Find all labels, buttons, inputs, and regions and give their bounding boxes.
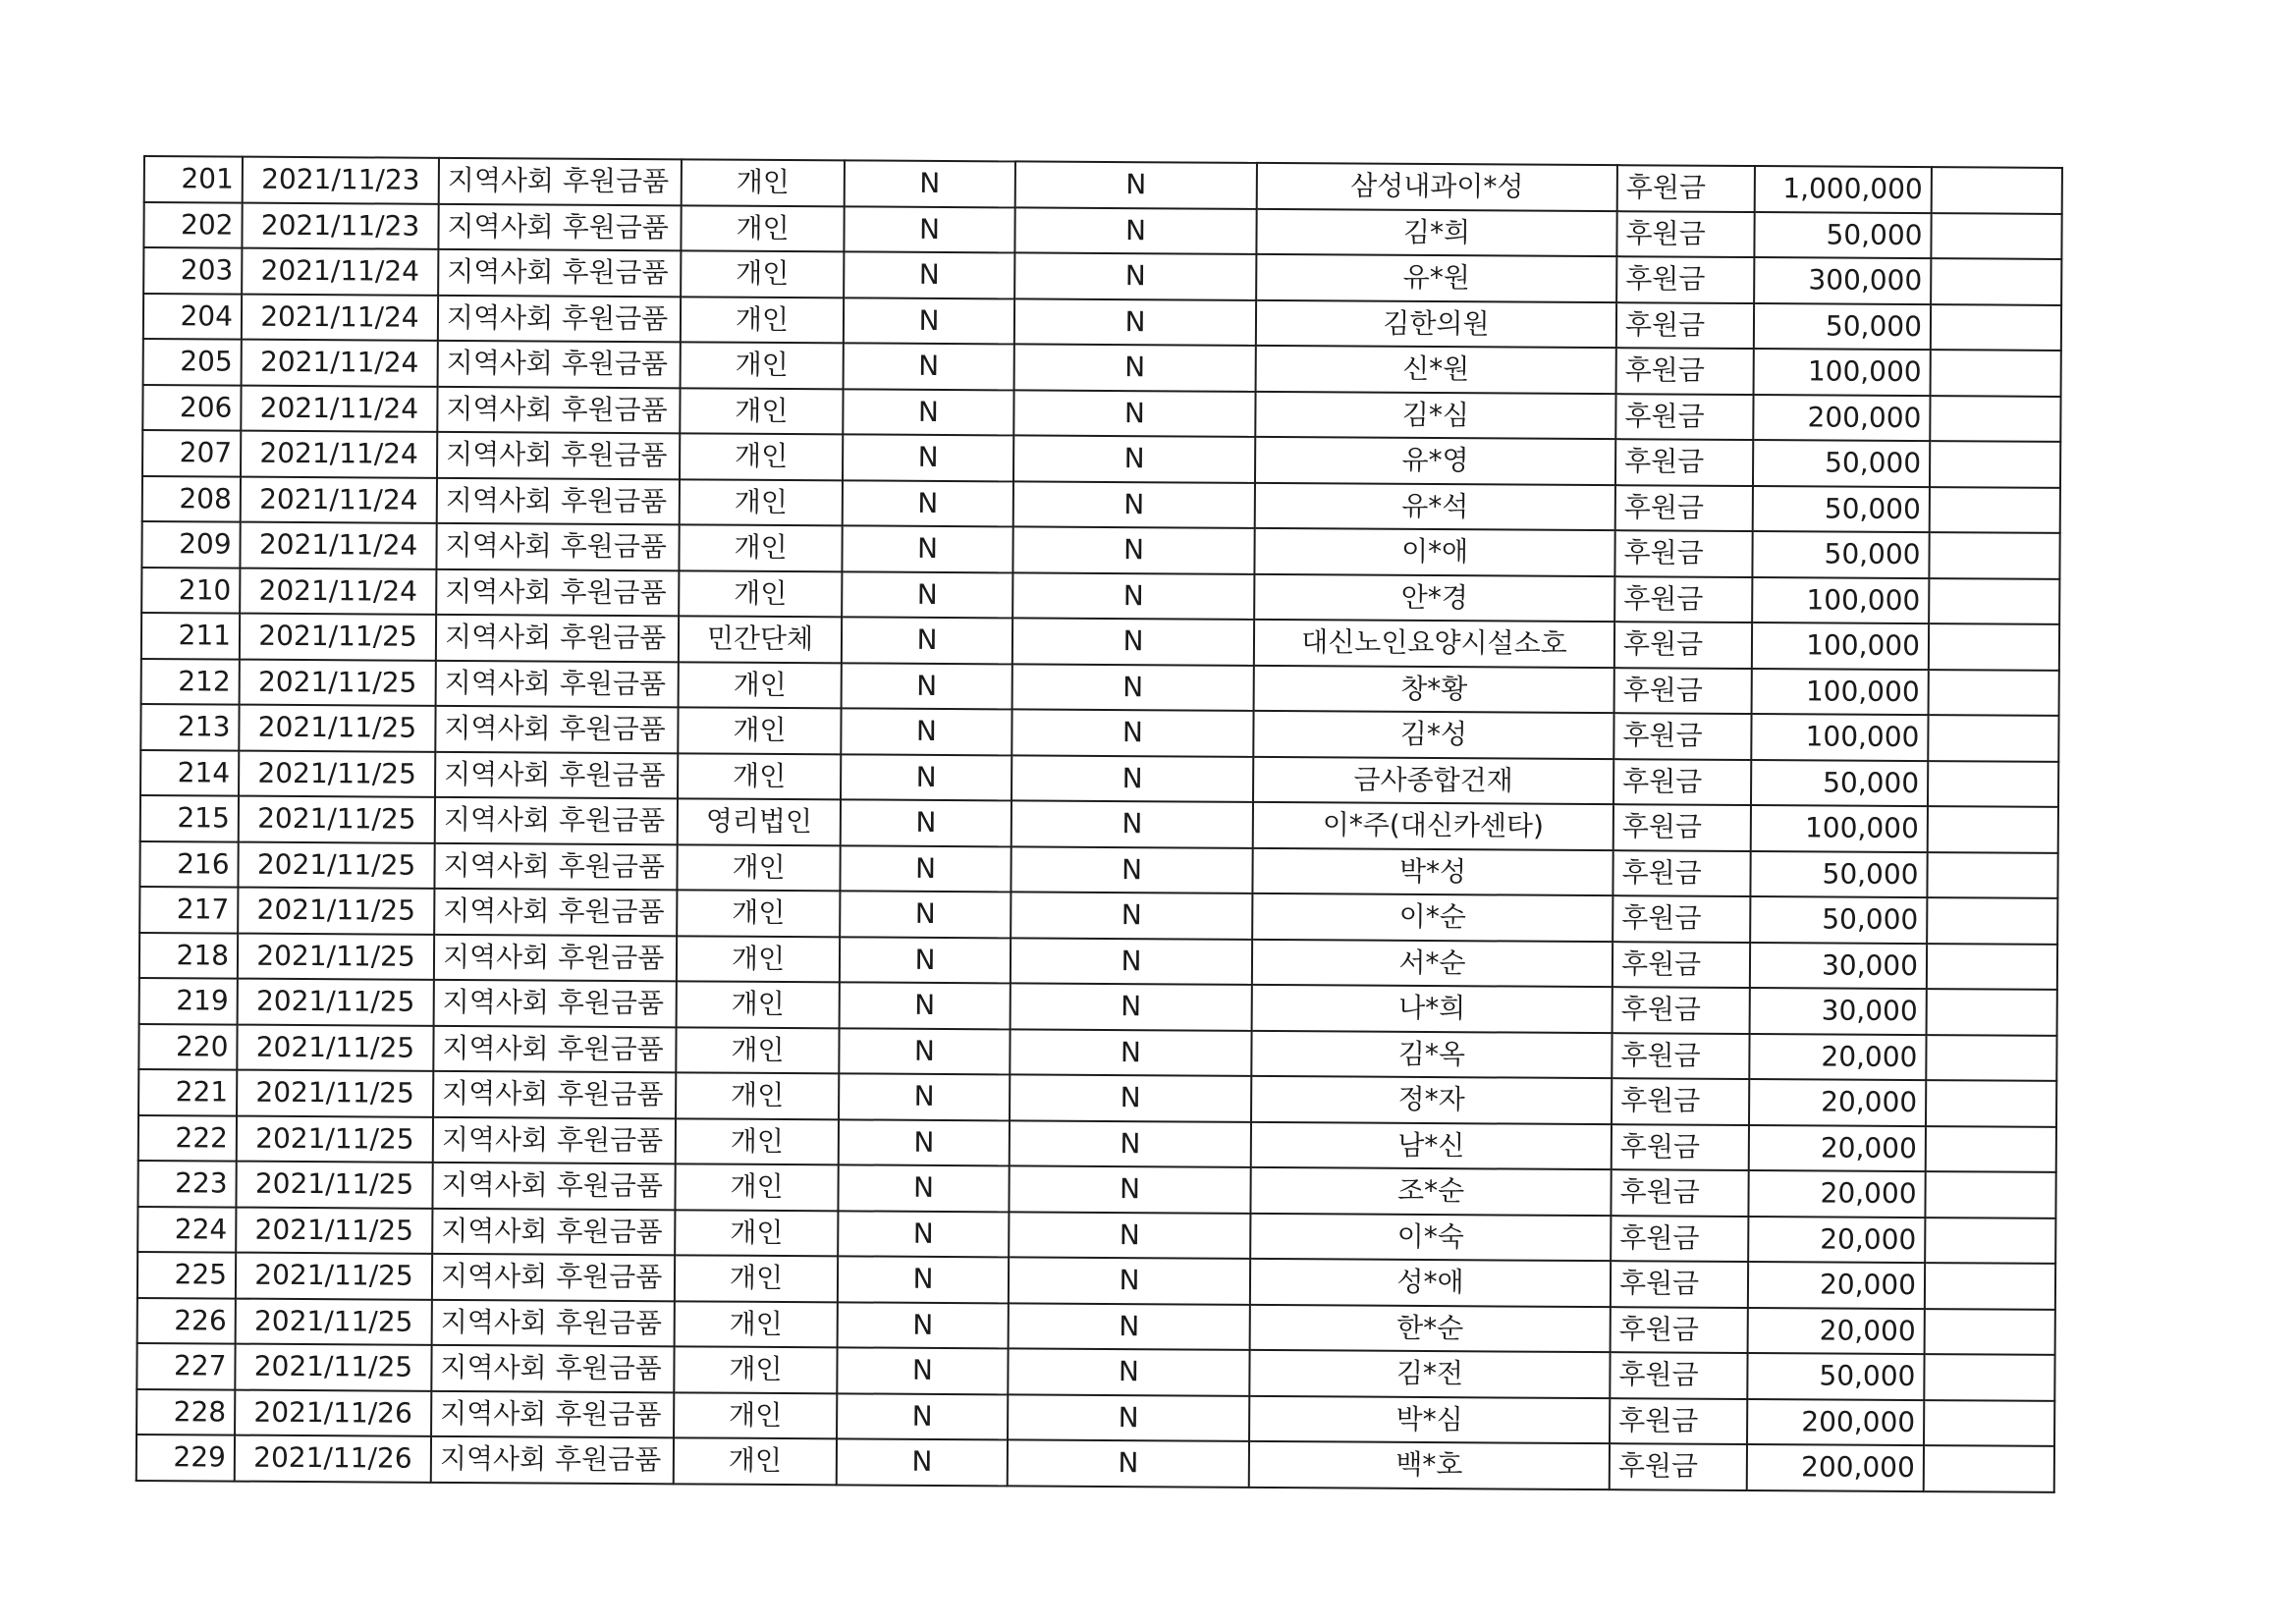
- donation-category: 지역사회 후원금품: [437, 432, 680, 479]
- donation-category: 지역사회 후원금품: [435, 706, 678, 753]
- donation-kind: 후원금: [1614, 576, 1752, 623]
- row-number: 215: [140, 795, 239, 841]
- donation-category: 지역사회 후원금품: [435, 751, 678, 798]
- donation-table: [136, 155, 2063, 1492]
- donor-type: 개인: [677, 936, 840, 983]
- row-number: 225: [137, 1252, 236, 1298]
- donor-name: 박*성: [1252, 847, 1613, 895]
- donation-amount: 50,000: [1754, 303, 1931, 351]
- donation-date: 2021/11/25: [238, 933, 434, 980]
- donation-amount: 20,000: [1749, 1079, 1926, 1126]
- donor-type: 개인: [675, 1301, 838, 1348]
- flag-1: N: [841, 754, 1011, 801]
- donation-amount: 50,000: [1747, 1353, 1924, 1400]
- note-cell: [1925, 1218, 2055, 1264]
- donor-type: 개인: [677, 981, 840, 1028]
- flag-2: N: [1014, 207, 1256, 254]
- donor-name: 김*성: [1253, 711, 1613, 759]
- donor-name: 유*영: [1255, 437, 1615, 485]
- donor-name: 이*순: [1252, 893, 1613, 942]
- donation-amount: 100,000: [1752, 577, 1929, 624]
- donor-name: 창*황: [1254, 665, 1614, 713]
- donor-type: 개인: [679, 662, 842, 709]
- donor-type: 개인: [681, 342, 844, 389]
- donor-name: 유*원: [1256, 254, 1616, 302]
- flag-2: N: [1012, 572, 1254, 620]
- flag-2: N: [1008, 1394, 1249, 1441]
- donor-name: 백*호: [1249, 1441, 1610, 1489]
- donation-category: 지역사회 후원금품: [436, 615, 679, 662]
- row-number: 201: [144, 156, 243, 202]
- flag-2: N: [1008, 1348, 1249, 1395]
- donation-date: 2021/11/25: [238, 841, 434, 889]
- note-cell: [1927, 944, 2057, 990]
- donation-date: 2021/11/25: [237, 1024, 433, 1071]
- row-number: 224: [137, 1206, 236, 1252]
- flag-1: N: [844, 343, 1014, 390]
- donor-name: 나*희: [1252, 985, 1613, 1033]
- donation-category: 지역사회 후원금품: [436, 660, 679, 707]
- donation-category: 지역사회 후원금품: [433, 1116, 676, 1164]
- donor-name: 안*경: [1254, 573, 1614, 622]
- donor-name: 이*숙: [1250, 1213, 1611, 1261]
- donor-type: 개인: [674, 1392, 837, 1439]
- flag-2: N: [1011, 846, 1252, 893]
- donation-amount: 100,000: [1754, 349, 1931, 396]
- flag-2: N: [1014, 252, 1256, 299]
- donation-category: 지역사회 후원금품: [438, 341, 681, 388]
- donor-type: 개인: [678, 753, 841, 800]
- flag-2: N: [1011, 892, 1252, 939]
- donation-date: 2021/11/25: [236, 1207, 432, 1254]
- donation-amount: 100,000: [1752, 669, 1929, 716]
- flag-2: N: [1009, 1212, 1250, 1259]
- donation-amount: 20,000: [1748, 1217, 1925, 1264]
- flag-2: N: [1012, 618, 1254, 665]
- note-cell: [1931, 213, 2061, 259]
- donation-category: 지역사회 후원금품: [431, 1345, 674, 1392]
- donation-category: 지역사회 후원금품: [435, 797, 678, 844]
- note-cell: [1926, 1080, 2056, 1126]
- donation-amount: 50,000: [1753, 486, 1930, 533]
- donation-category: 지역사회 후원금품: [432, 1254, 675, 1301]
- donation-kind: 후원금: [1612, 1033, 1749, 1079]
- donation-date: 2021/11/24: [242, 340, 438, 387]
- donation-category: 지역사회 후원금품: [434, 980, 677, 1027]
- note-cell: [1924, 1400, 2054, 1446]
- note-cell: [1924, 1445, 2054, 1491]
- donation-kind: 후원금: [1613, 942, 1750, 988]
- donation-kind: 후원금: [1610, 1352, 1747, 1398]
- note-cell: [1925, 1171, 2055, 1218]
- donation-amount: 1,000,000: [1755, 166, 1932, 213]
- donation-date: 2021/11/25: [237, 1115, 433, 1163]
- row-number: 222: [138, 1114, 237, 1161]
- row-number: 208: [142, 476, 241, 522]
- note-cell: [1929, 623, 2059, 670]
- donation-amount: 20,000: [1748, 1308, 1925, 1355]
- donor-name: 성*애: [1250, 1259, 1611, 1307]
- flag-1: N: [842, 571, 1012, 619]
- flag-1: N: [840, 937, 1011, 984]
- donor-type: 개인: [675, 1164, 838, 1211]
- donor-type: 개인: [679, 570, 842, 618]
- flag-2: N: [1009, 1303, 1250, 1350]
- flag-1: N: [844, 251, 1014, 298]
- flag-2: N: [1011, 755, 1253, 802]
- donor-name: 김*희: [1256, 208, 1616, 256]
- note-cell: [1929, 670, 2059, 716]
- donation-amount: 50,000: [1751, 760, 1928, 807]
- flag-2: N: [1013, 390, 1255, 437]
- donation-date: 2021/11/25: [240, 614, 436, 661]
- donation-kind: 후원금: [1612, 1078, 1749, 1124]
- flag-1: N: [844, 298, 1014, 345]
- donation-kind: 후원금: [1615, 485, 1753, 531]
- donation-amount: 300,000: [1754, 257, 1931, 304]
- flag-2: N: [1009, 1165, 1250, 1213]
- flag-1: N: [845, 160, 1015, 207]
- flag-1: N: [840, 982, 1011, 1029]
- donation-amount: 200,000: [1747, 1399, 1924, 1446]
- donation-amount: 200,000: [1753, 395, 1930, 442]
- donor-type: 개인: [676, 1072, 839, 1119]
- donation-category: 지역사회 후원금품: [434, 889, 677, 936]
- row-number: 203: [143, 247, 242, 294]
- donation-date: 2021/11/25: [235, 1344, 431, 1391]
- row-number: 206: [142, 385, 241, 431]
- donation-date: 2021/11/25: [239, 705, 435, 752]
- flag-2: N: [1010, 1029, 1251, 1076]
- donation-date: 2021/11/24: [241, 476, 437, 523]
- flag-1: N: [839, 1119, 1010, 1166]
- donor-type: 개인: [676, 1027, 839, 1074]
- flag-2: N: [1011, 938, 1252, 985]
- donation-kind: 후원금: [1613, 987, 1750, 1033]
- donation-amount: 50,000: [1754, 212, 1931, 259]
- flag-1: N: [842, 617, 1012, 664]
- note-cell: [1925, 1309, 2055, 1355]
- note-cell: [1927, 897, 2057, 944]
- donation-category: 지역사회 후원금품: [437, 477, 680, 524]
- donor-name: 이*주(대신카센타): [1253, 802, 1613, 850]
- donation-category: 지역사회 후원금품: [439, 158, 682, 205]
- flag-1: N: [840, 845, 1011, 893]
- donation-category: 지역사회 후원금품: [431, 1390, 674, 1437]
- donation-date: 2021/11/25: [239, 750, 435, 797]
- donation-kind: 후원금: [1613, 759, 1751, 805]
- donation-date: 2021/11/26: [235, 1435, 431, 1483]
- row-number: 204: [143, 294, 242, 340]
- donation-category: 지역사회 후원금품: [438, 203, 681, 250]
- donor-name: 김*옥: [1251, 1030, 1612, 1078]
- flag-2: N: [1012, 526, 1254, 573]
- flag-1: N: [841, 708, 1011, 755]
- donation-amount: 20,000: [1749, 1034, 1926, 1081]
- row-number: 219: [139, 978, 238, 1024]
- donor-type: 개인: [674, 1346, 837, 1393]
- donation-date: 2021/11/26: [235, 1389, 431, 1436]
- note-cell: [1930, 441, 2060, 487]
- row-number: 228: [137, 1388, 235, 1435]
- flag-1: N: [843, 389, 1013, 436]
- donation-date: 2021/11/24: [242, 294, 438, 341]
- donor-name: 서*순: [1252, 939, 1613, 987]
- flag-2: N: [1009, 1257, 1250, 1304]
- donor-type: 개인: [675, 1210, 838, 1257]
- donor-type: 개인: [681, 205, 844, 252]
- flag-1: N: [841, 799, 1011, 846]
- donor-type: 개인: [678, 707, 841, 754]
- donor-type: 개인: [681, 250, 844, 298]
- donation-kind: 후원금: [1616, 302, 1754, 349]
- donation-kind: 후원금: [1614, 530, 1752, 576]
- donation-kind: 후원금: [1611, 1307, 1748, 1353]
- donation-category: 지역사회 후원금품: [432, 1208, 675, 1255]
- donation-amount: 50,000: [1750, 896, 1927, 944]
- donation-date: 2021/11/25: [236, 1162, 432, 1209]
- donation-kind: 후원금: [1616, 348, 1754, 394]
- flag-2: N: [1013, 481, 1255, 528]
- note-cell: [1929, 578, 2059, 624]
- row-number: 214: [140, 749, 239, 795]
- donation-date: 2021/11/24: [240, 568, 436, 615]
- donation-kind: 후원금: [1615, 394, 1753, 440]
- row-number: 213: [140, 704, 239, 750]
- donation-date: 2021/11/25: [239, 796, 435, 843]
- note-cell: [1931, 350, 2061, 396]
- donation-category: 지역사회 후원금품: [434, 934, 677, 981]
- donor-type: 개인: [680, 388, 843, 435]
- note-cell: [1931, 304, 2061, 351]
- donation-category: 지역사회 후원금품: [436, 523, 679, 570]
- donation-kind: 후원금: [1615, 439, 1753, 485]
- note-cell: [1925, 1263, 2055, 1309]
- row-number: 207: [142, 430, 241, 476]
- donation-kind: 후원금: [1612, 1124, 1749, 1170]
- donation-date: 2021/11/23: [243, 157, 439, 204]
- flag-2: N: [1014, 298, 1256, 346]
- donation-date: 2021/11/24: [240, 522, 436, 569]
- donation-kind: 후원금: [1613, 804, 1751, 850]
- donation-kind: 후원금: [1610, 1398, 1747, 1444]
- donor-type: 개인: [679, 524, 842, 571]
- row-number: 202: [143, 202, 242, 248]
- row-number: 218: [139, 932, 238, 978]
- donor-name: 남*신: [1251, 1121, 1612, 1169]
- note-cell: [1930, 396, 2060, 442]
- donation-date: 2021/11/25: [236, 1253, 432, 1300]
- donor-type: 개인: [677, 890, 840, 937]
- row-number: 220: [138, 1023, 237, 1069]
- donation-kind: 후원금: [1614, 668, 1752, 714]
- donor-name: 김*심: [1255, 391, 1615, 439]
- flag-1: N: [837, 1347, 1008, 1394]
- donor-type: 개인: [677, 844, 840, 892]
- note-cell: [1928, 806, 2058, 852]
- donation-kind: 후원금: [1616, 256, 1754, 302]
- row-number: 210: [141, 567, 240, 613]
- donation-amount: 20,000: [1748, 1262, 1925, 1309]
- donor-name: 조*순: [1250, 1167, 1611, 1216]
- donation-category: 지역사회 후원금품: [437, 386, 680, 433]
- donor-name: 대신노인요양시설소호: [1254, 620, 1614, 668]
- donor-name: 이*애: [1254, 528, 1614, 576]
- note-cell: [1927, 989, 2057, 1035]
- flag-1: N: [842, 525, 1012, 572]
- donation-amount: 50,000: [1753, 440, 1930, 487]
- flag-1: N: [838, 1164, 1009, 1212]
- flag-1: N: [838, 1302, 1009, 1349]
- flag-2: N: [1011, 709, 1253, 756]
- flag-2: N: [1011, 983, 1252, 1030]
- donation-date: 2021/11/25: [238, 979, 434, 1026]
- donation-kind: 후원금: [1611, 1261, 1748, 1307]
- donation-category: 지역사회 후원금품: [434, 842, 677, 890]
- flag-1: N: [837, 1393, 1008, 1440]
- donor-type: 영리법인: [678, 798, 841, 845]
- donor-name: 김*전: [1249, 1350, 1610, 1398]
- note-cell: [1932, 167, 2062, 213]
- donation-amount: 20,000: [1748, 1170, 1925, 1218]
- flag-2: N: [1010, 1074, 1251, 1121]
- donation-amount: 30,000: [1750, 943, 1927, 990]
- donor-name: 신*원: [1256, 346, 1616, 394]
- donor-type: 개인: [681, 297, 844, 344]
- note-cell: [1928, 761, 2058, 807]
- donor-name: 유*석: [1255, 482, 1615, 530]
- note-cell: [1931, 258, 2061, 304]
- row-number: 217: [139, 887, 238, 933]
- donation-kind: 후원금: [1614, 622, 1752, 668]
- donation-kind: 후원금: [1611, 1169, 1748, 1216]
- donor-type: 개인: [675, 1255, 838, 1302]
- donation-date: 2021/11/24: [242, 248, 438, 296]
- flag-1: N: [840, 891, 1011, 938]
- donation-kind: 후원금: [1616, 211, 1754, 257]
- row-number: 216: [139, 840, 238, 887]
- flag-2: N: [1011, 800, 1253, 847]
- flag-1: N: [838, 1256, 1009, 1303]
- donation-kind: 후원금: [1613, 850, 1750, 896]
- donation-category: 지역사회 후원금품: [431, 1436, 674, 1484]
- donor-type: 개인: [682, 159, 845, 206]
- donation-amount: 200,000: [1747, 1444, 1924, 1491]
- flag-2: N: [1010, 1120, 1251, 1167]
- row-number: 209: [141, 521, 240, 568]
- note-cell: [1924, 1354, 2054, 1400]
- note-cell: [1926, 1126, 2056, 1172]
- donation-kind: 후원금: [1610, 1443, 1747, 1489]
- flag-1: N: [843, 434, 1013, 481]
- flag-1: N: [839, 1028, 1010, 1075]
- donation-category: 지역사회 후원금품: [436, 568, 679, 616]
- donation-date: 2021/11/25: [237, 1070, 433, 1117]
- donor-name: 김한의원: [1256, 299, 1616, 348]
- donor-name: 한*순: [1250, 1304, 1611, 1352]
- donor-name: 박*심: [1249, 1395, 1610, 1443]
- note-cell: [1928, 715, 2058, 761]
- row-number: 223: [137, 1161, 236, 1207]
- donor-name: 정*자: [1251, 1076, 1612, 1124]
- flag-1: N: [843, 480, 1013, 527]
- flag-1: N: [838, 1211, 1009, 1258]
- note-cell: [1929, 532, 2059, 578]
- note-cell: [1930, 487, 2060, 533]
- table-body: [137, 156, 2062, 1491]
- row-number: 226: [137, 1297, 236, 1343]
- donor-type: 개인: [674, 1437, 837, 1485]
- donation-amount: 50,000: [1750, 851, 1927, 898]
- donation-date: 2021/11/24: [241, 431, 437, 478]
- flag-2: N: [1015, 161, 1257, 208]
- donor-type: 개인: [680, 479, 843, 526]
- flag-2: N: [1008, 1439, 1249, 1487]
- note-cell: [1927, 852, 2057, 898]
- donation-kind: 후원금: [1617, 165, 1755, 211]
- row-number: 229: [137, 1435, 235, 1481]
- donor-name: 금사종합건재: [1253, 756, 1613, 804]
- donation-amount: 100,000: [1751, 805, 1928, 852]
- donation-category: 지역사회 후원금품: [433, 1025, 676, 1072]
- donation-amount: 100,000: [1751, 714, 1928, 761]
- donation-category: 지역사회 후원금품: [432, 1299, 675, 1346]
- row-number: 211: [141, 613, 240, 659]
- donation-amount: 50,000: [1752, 531, 1929, 578]
- donation-date: 2021/11/25: [236, 1298, 432, 1345]
- donation-date: 2021/11/23: [242, 202, 438, 249]
- flag-1: N: [844, 206, 1014, 253]
- row-number: 205: [143, 339, 242, 385]
- row-number: 221: [138, 1069, 237, 1115]
- flag-2: N: [1012, 664, 1254, 711]
- flag-2: N: [1013, 435, 1255, 482]
- donor-name: 삼성내과이*성: [1257, 163, 1617, 211]
- row-number: 212: [141, 658, 240, 704]
- flag-1: N: [839, 1073, 1010, 1120]
- donation-kind: 후원금: [1611, 1216, 1748, 1262]
- flag-2: N: [1014, 344, 1256, 391]
- flag-1: N: [842, 663, 1012, 710]
- donor-type: 개인: [680, 433, 843, 480]
- row-number: 227: [137, 1343, 235, 1389]
- donation-category: 지역사회 후원금품: [432, 1163, 675, 1210]
- donor-type: 민간단체: [679, 616, 842, 663]
- donation-category: 지역사회 후원금품: [433, 1071, 676, 1118]
- donation-ledger: [136, 155, 2063, 1492]
- donation-date: 2021/11/25: [238, 888, 434, 935]
- donation-amount: 20,000: [1749, 1125, 1926, 1172]
- donation-date: 2021/11/24: [241, 385, 437, 432]
- donation-date: 2021/11/25: [240, 659, 436, 706]
- donation-amount: 100,000: [1752, 623, 1929, 670]
- donation-category: 지역사회 후원금품: [438, 295, 681, 342]
- donor-type: 개인: [676, 1118, 839, 1165]
- flag-1: N: [837, 1438, 1008, 1486]
- note-cell: [1926, 1035, 2056, 1081]
- donation-category: 지역사회 후원금품: [438, 249, 681, 297]
- donation-kind: 후원금: [1613, 895, 1750, 942]
- donation-amount: 30,000: [1750, 988, 1927, 1035]
- donation-kind: 후원금: [1613, 713, 1751, 759]
